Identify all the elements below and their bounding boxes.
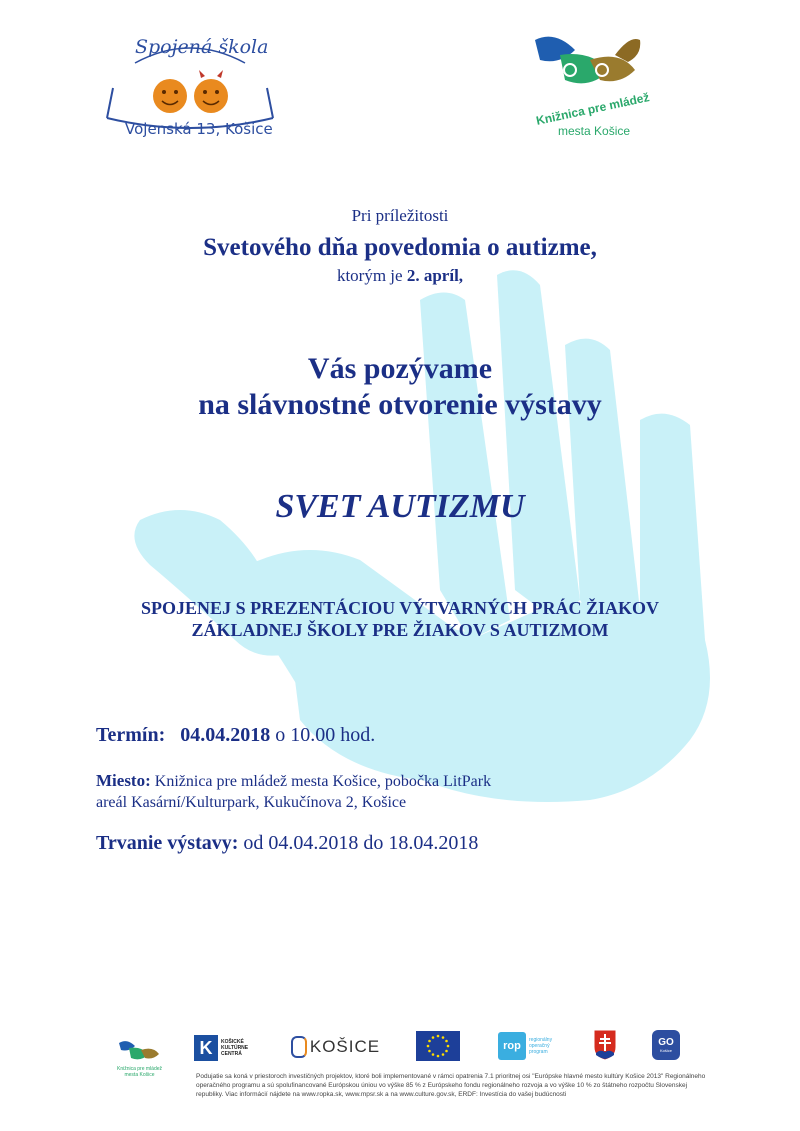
subtitle-line1: SPOJENEJ S PREZENTÁCIOU VÝTVARNÝCH PRÁC ŽIAKOV: [141, 598, 659, 618]
footer-kosice-logo: [288, 1034, 383, 1060]
rop-icon: rop: [498, 1032, 526, 1060]
intro-line3-prefix: ktorým je: [336, 266, 407, 285]
term-date: 04.04.2018: [180, 724, 271, 746]
footer-bird-icon: [117, 1038, 162, 1066]
school-logo-top-text: Spojená škola: [135, 36, 269, 58]
footer-library-text: Knižnica pre mládež mesta Košice: [116, 1065, 163, 1078]
library-logo: [530, 30, 660, 145]
intro-line3-date: 2. apríl,: [406, 266, 464, 285]
place-line2: areál Kasární/Kulturpark, Kukučínova 2, Košice: [96, 794, 407, 811]
footer-go-logo: [652, 1030, 680, 1060]
rop-line2: operačný: [529, 1043, 550, 1049]
duration-value: od 04.04.2018 do 18.04.2018: [238, 832, 479, 854]
term-label: Termín:: [96, 724, 166, 746]
library-bird-icon: [530, 30, 660, 100]
kk-line1: KOŠICKÉ: [221, 1039, 244, 1045]
kk-line2: KULTÚRNE: [221, 1045, 249, 1051]
go-sub: Košice: [659, 1048, 672, 1053]
footer-eu-flag: [416, 1031, 460, 1061]
kosice-text: KOŠICE: [309, 1037, 381, 1056]
intro-line3: [0, 266, 800, 286]
rop-line1: regionálny: [529, 1037, 553, 1043]
footer-library-logo: [112, 1030, 167, 1085]
subtitle-line2: ZÁKLADNEJ ŠKOLY PRE ŽIAKOV S AUTIZMOM: [191, 620, 609, 640]
term-time: o 10.00 hod.: [270, 724, 376, 746]
go-text: GO: [658, 1037, 674, 1048]
place-label: Miesto:: [96, 771, 151, 790]
footer-slovak-emblem: [592, 1028, 618, 1062]
school-logo: [95, 28, 285, 148]
invitation-line1: Vás pozývame: [307, 352, 493, 385]
intro-line2: Svetového dňa povedomia o autizme,: [203, 234, 597, 261]
duration-row: [96, 832, 478, 855]
kk-icon: K: [194, 1035, 218, 1061]
slovak-coat-of-arms-icon: [593, 1029, 617, 1061]
footer-rop-logo: [498, 1030, 573, 1062]
footer-funding-text: Podujatie sa koná v priestoroch investičných projektov, ktoré boli implementované v rámci opatrenia 7.1 prioritnej osi "Európske hlavné mesto kultúry Košice 2013" Regionálneho operačného programu a sú spolufinancované Európskou úniou vo výške 85 % z Európskeho fondu regionálneho rozvoja a vo výške 10 % zo štátneho rozpočtu Slovenskej republiky. Viac informácií nájdete na www.ropka.sk, www.mpsr.sk a na www.culture.gov.sk, ERDF: Investícia do vašej budúcnosti: [196, 1073, 706, 1098]
duration-label: Trvanie výstavy:: [96, 832, 239, 854]
place-row: [96, 770, 491, 813]
school-logo-bottom-text: Vojenská 13, Košice: [125, 120, 273, 138]
eu-stars-icon: [425, 1033, 451, 1059]
intro-line1: Pri príležitosti: [351, 206, 449, 225]
footer-kk-logo: [194, 1033, 254, 1063]
kk-line3: CENTRÁ: [221, 1051, 242, 1057]
exhibition-title: SVET AUTIZMU: [275, 488, 525, 525]
rop-line3: program: [529, 1049, 548, 1055]
term-row: [96, 724, 375, 747]
library-logo-line1: Knižnica pre mládež: [534, 90, 651, 128]
kosice-icon: [291, 1036, 307, 1058]
invitation-line2: na slávnostné otvorenie výstavy: [198, 388, 602, 421]
library-logo-line2: mesta Košice: [558, 124, 631, 138]
place-line1: Knižnica pre mládež mesta Košice, pobočka LitPark: [150, 773, 492, 790]
